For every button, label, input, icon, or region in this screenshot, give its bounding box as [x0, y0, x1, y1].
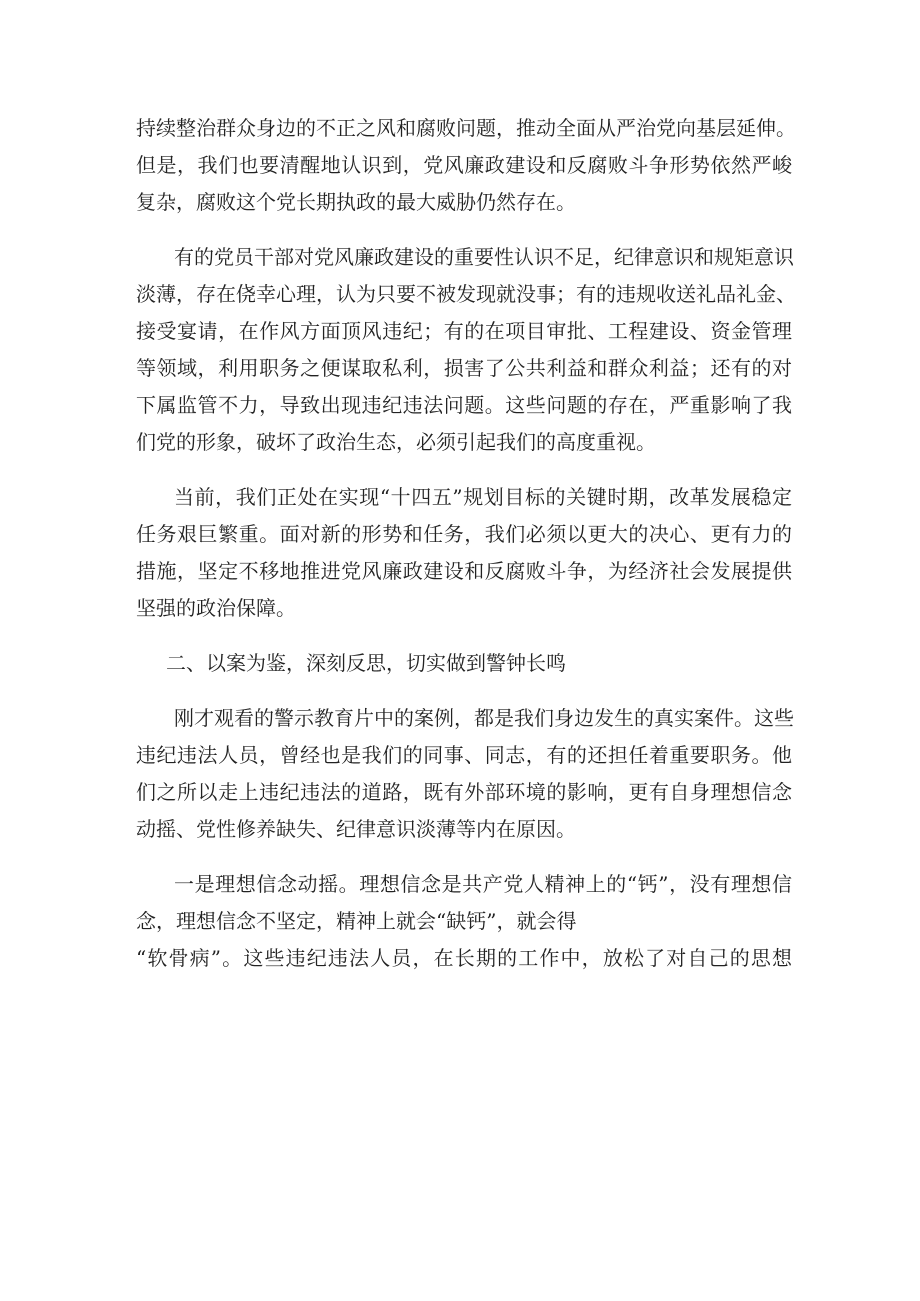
text-line: 下属监管不力，导致出现违纪违法问题。这些问题的存在，严重影响了我 [136, 393, 792, 417]
text-line: 们之所以走上违纪违法的道路，既有外部环境的影响，更有自身理想信念 [136, 780, 792, 804]
text-line: 但是，我们也要清醒地认识到，党风廉政建设和反腐败斗争形势依然严峻 [136, 153, 792, 177]
text-line: 刚才观看的警示教育片中的案例，都是我们身边发生的真实案件。这些 [174, 706, 794, 730]
text-line: 坚强的政治保障。 [136, 596, 296, 620]
text-line: 任务艰巨繁重。面对新的形势和任务，我们必须以更大的决心、更有力的 [136, 522, 792, 546]
text-line: 等领域，利用职务之便谋取私利，损害了公共利益和群众利益；还有的对 [136, 356, 792, 380]
text-line: 措施，坚定不移地推进党风廉政建设和反腐败斗争，为经济社会发展提供 [136, 559, 792, 583]
paragraph [136, 239, 796, 461]
text-line: 淡薄，存在侥幸心理，认为只要不被发现就没事；有的违规收送礼品礼金、 [136, 282, 796, 306]
text-line: 有的党员干部对党风廉政建设的重要性认识不足，纪律意识和规矩意识 [174, 245, 794, 269]
text-line: 复杂，腐败这个党长期执政的最大威胁仍然存在。 [136, 190, 576, 214]
text-line: 接受宴请，在作风方面顶风违纪；有的在项目审批、工程建设、资金管理 [136, 319, 792, 343]
text-line: 念，理想信念不坚定，精神上就会“缺钙”，就会得 [136, 909, 577, 933]
paragraph [136, 479, 792, 627]
paragraph [136, 866, 792, 977]
text-line: 持续整治群众身边的不正之风和腐败问题，推动全面从严治党向基层延伸。 [136, 116, 796, 140]
text-line: 一是理想信念动摇。理想信念是共产党人精神上的“钙”，没有理想信 [174, 872, 792, 896]
section-heading [136, 645, 792, 682]
heading-line: 二、以案为鉴，深刻反思，切实做到警钟长鸣 [166, 651, 566, 675]
text-line: 们党的形象，破坏了政治生态，必须引起我们的高度重视。 [136, 430, 656, 454]
text-line: 当前，我们正处在实现“十四五”规划目标的关键时期，改革发展稳定 [174, 485, 792, 509]
text-line: 动摇、党性修养缺失、纪律意识淡薄等内在原因。 [136, 817, 576, 841]
text-line: “软骨病”。这些违纪违法人员，在长期的工作中，放松了对自己的思想 [136, 946, 792, 970]
document-body [136, 110, 796, 995]
paragraph [136, 110, 796, 221]
paragraph [136, 700, 792, 848]
text-line: 违纪违法人员，曾经也是我们的同事、同志，有的还担任着重要职务。他 [136, 743, 792, 767]
